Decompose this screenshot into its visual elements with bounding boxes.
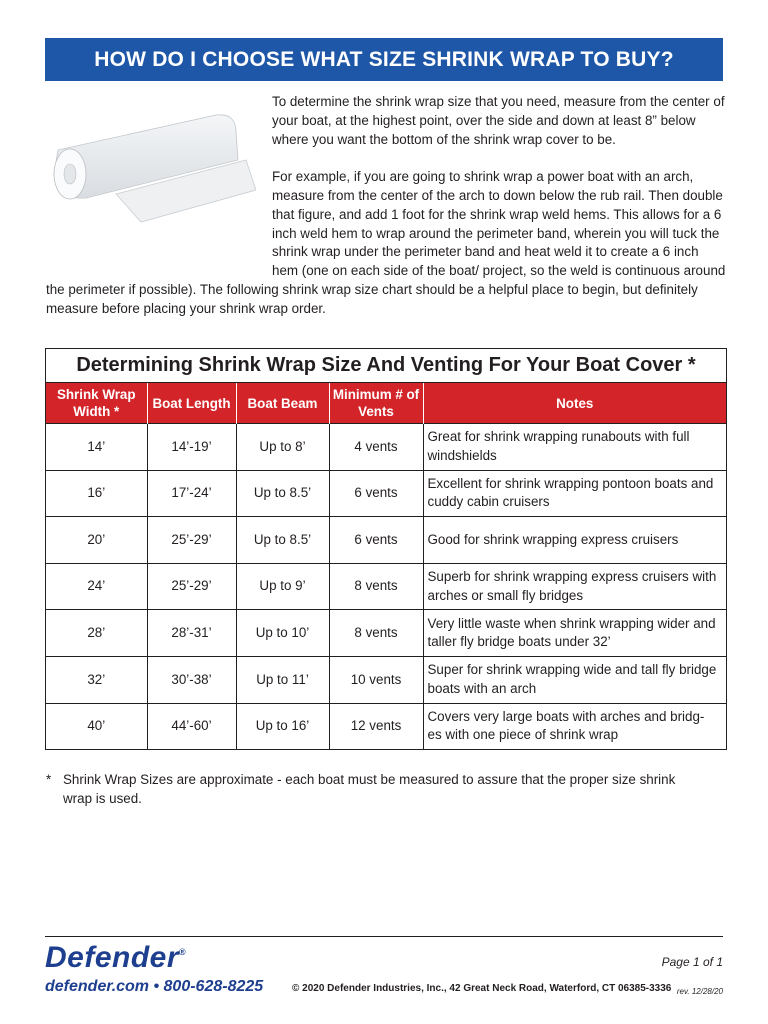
defender-logo <box>45 941 186 975</box>
table-cell: 32’ <box>46 656 147 703</box>
table-cell-notes: Superb for shrink wrapping express cruisers with arches or small fly bridges <box>423 563 726 610</box>
footnote <box>46 770 686 808</box>
contact-info: defender.com • 800-628-8225 <box>45 978 264 995</box>
size-table <box>45 348 727 750</box>
column-header: Shrink Wrap Width * <box>46 383 147 424</box>
table-cell: 6 vents <box>329 517 423 564</box>
table-row <box>46 563 726 610</box>
copyright: © 2020 Defender Industries, Inc., 42 Great Neck Road, Waterford, CT 06385-3336 <box>292 983 672 994</box>
table-cell: Up to 8.5’ <box>236 470 329 517</box>
table-cell: 28’ <box>46 610 147 657</box>
column-header: Notes <box>423 383 726 424</box>
column-header: Boat Length <box>147 383 236 424</box>
table-cell-notes: Covers very large boats with arches and bridg- es with one piece of shrink wrap <box>423 703 726 749</box>
table-cell: 10 vents <box>329 656 423 703</box>
table-row <box>46 470 726 517</box>
table-cell-notes: Super for shrink wrapping wide and tall fly bridge boats with an arch <box>423 656 726 703</box>
footnote-text: Shrink Wrap Sizes are approximate - each boat must be measured to assure that the proper size shrink wrap is used. <box>63 772 676 806</box>
table-row <box>46 424 726 471</box>
table-cell-notes: Good for shrink wrapping express cruisers <box>423 517 726 564</box>
column-header: Boat Beam <box>236 383 329 424</box>
table-cell-notes: Excellent for shrink wrapping pontoon boats and cuddy cabin cruisers <box>423 470 726 517</box>
table-row <box>46 656 726 703</box>
page-title: HOW DO I CHOOSE WHAT SIZE SHRINK WRAP TO BUY? <box>45 38 723 81</box>
table-cell: Up to 8.5’ <box>236 517 329 564</box>
table-cell: 25’-29’ <box>147 563 236 610</box>
table-header-row <box>46 383 726 424</box>
table-cell: Up to 11’ <box>236 656 329 703</box>
table-title: Determining Shrink Wrap Size And Venting For Your Boat Cover * <box>46 349 726 383</box>
table-cell: 6 vents <box>329 470 423 517</box>
footnote-marker: * <box>46 772 52 787</box>
table-cell: 40’ <box>46 703 147 749</box>
table-cell: 28’-31’ <box>147 610 236 657</box>
table-cell: 20’ <box>46 517 147 564</box>
logo-text: Defender <box>45 941 180 974</box>
table-cell: 30’-38’ <box>147 656 236 703</box>
table-cell: Up to 9’ <box>236 563 329 610</box>
table-cell: Up to 10’ <box>236 610 329 657</box>
table-cell: 4 vents <box>329 424 423 471</box>
intro-text <box>46 93 726 319</box>
table-cell: 25’-29’ <box>147 517 236 564</box>
revision-date: rev. 12/28/20 <box>676 987 723 996</box>
footer-divider <box>45 936 723 937</box>
table-cell-notes: Great for shrink wrapping runabouts with full windshields <box>423 424 726 471</box>
table-row <box>46 517 726 564</box>
table-cell: 44’-60’ <box>147 703 236 749</box>
intro-paragraph-2: For example, if you are going to shrink wrap a power boat with an arch, measure from the center of the arch to down below the rub rail. Then double that figure, and add 1 foot for the shrink wrap weld hems. This allows for a 6 inch weld hem to wrap around the perimeter band, wherein you will tuck the shrink wrap under the perimeter band and heat weld it to create a 6 inch hem (one on each side of the boat/ project, so the weld is continuous around the perimeter if possible). The following shrink wrap size chart should be a helpful place to begin, but definitely measure before placing your shrink wrap order. <box>46 169 726 316</box>
intro-paragraph-1: To determine the shrink wrap size that you need, measure from the center of your boat, at the highest point, over the side and down at least 8” below where you want the bottom of the shrink wrap cover to be. <box>272 94 725 147</box>
table-cell: 24’ <box>46 563 147 610</box>
table-cell: 17’-24’ <box>147 470 236 517</box>
table-cell: 16’ <box>46 470 147 517</box>
registered-mark: ® <box>179 947 187 957</box>
table-cell: Up to 8’ <box>236 424 329 471</box>
table-cell: 14’-19’ <box>147 424 236 471</box>
table-row <box>46 610 726 657</box>
table-cell: Up to 16’ <box>236 703 329 749</box>
table-cell: 8 vents <box>329 610 423 657</box>
table-cell-notes: Very little waste when shrink wrapping wider and taller fly bridge boats under 32’ <box>423 610 726 657</box>
page-number: Page 1 of 1 <box>661 955 723 969</box>
table-cell: 12 vents <box>329 703 423 749</box>
table-cell: 14’ <box>46 424 147 471</box>
column-header: Minimum # of Vents <box>329 383 423 424</box>
table-row <box>46 703 726 749</box>
table-cell: 8 vents <box>329 563 423 610</box>
